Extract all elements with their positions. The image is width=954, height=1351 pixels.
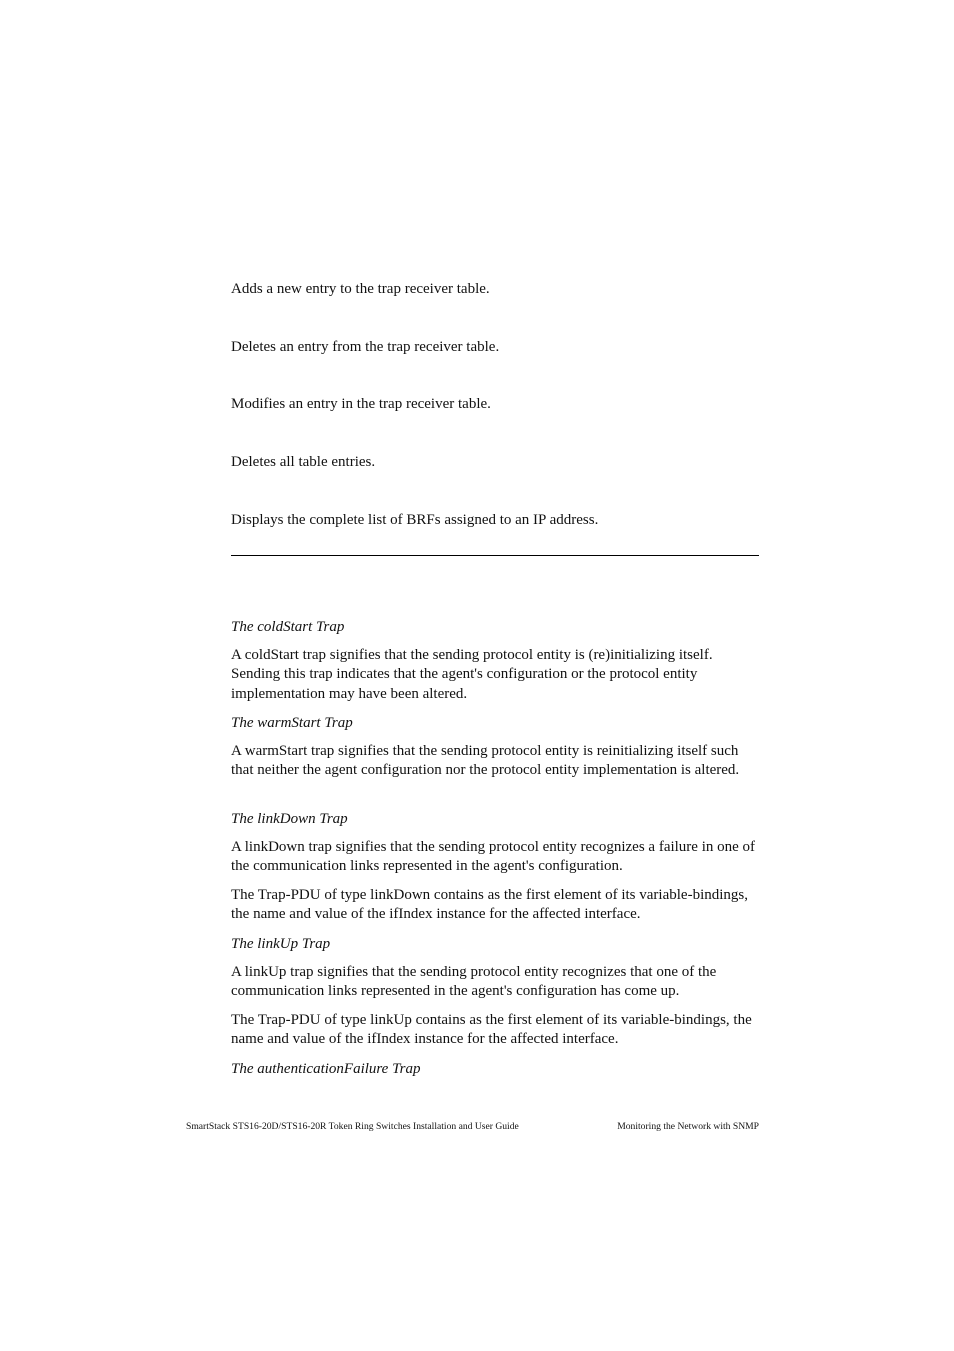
command-description-add: Adds a new entry to the trap receiver table.: [231, 281, 490, 297]
linkup-trap-heading: The linkUp Trap: [231, 936, 331, 952]
warmstart-trap-heading: The warmStart Trap: [231, 715, 353, 731]
authfailure-trap-heading: The authenticationFailure Trap: [231, 1061, 421, 1077]
command-description-delete: Deletes an entry from the trap receiver table.: [231, 339, 500, 355]
command-description-delete-all: Deletes all table entries.: [231, 454, 376, 470]
linkdown-trap-heading: The linkDown Trap: [231, 811, 348, 827]
linkup-trap-paragraph-1: A linkUp trap signifies that the sending protocol entity recognizes that one of the communication links represented in the agent's configuration has come up.: [231, 964, 717, 1000]
footer-chapter-title: Monitoring the Network with SNMP: [617, 1121, 759, 1132]
command-description-modify: Modifies an entry in the trap receiver table.: [231, 396, 491, 412]
linkdown-trap-paragraph-2: The Trap-PDU of type linkDown contains as the first element of its variable-bindings, the name and value of the ifIndex instance for the affected interface.: [231, 887, 748, 923]
command-description-display: Displays the complete list of BRFs assigned to an IP address.: [231, 512, 599, 528]
linkdown-trap-paragraph-1: A linkDown trap signifies that the sending protocol entity recognizes a failure in one of the communication links represented in the agent's configuration.: [231, 839, 756, 875]
linkup-trap-paragraph-2: The Trap-PDU of type linkUp contains as the first element of its variable-bindings, the name and value of the ifIndex instance for the affected interface.: [231, 1012, 752, 1048]
coldstart-trap-paragraph: A coldStart trap signifies that the sending protocol entity is (re)initializing itself. Sending this trap indicates that the agent's configuration or the protocol entity implementation may have been altered.: [231, 647, 713, 702]
footer-guide-title: SmartStack STS16-20D/STS16-20R Token Ring Switches Installation and User Guide: [186, 1121, 519, 1132]
coldstart-trap-heading: The coldStart Trap: [231, 619, 345, 635]
section-divider: [231, 555, 759, 556]
warmstart-trap-paragraph: A warmStart trap signifies that the sending protocol entity is reinitializing itself such that neither the agent configuration nor the protocol entity implementation is altered.: [231, 743, 740, 779]
